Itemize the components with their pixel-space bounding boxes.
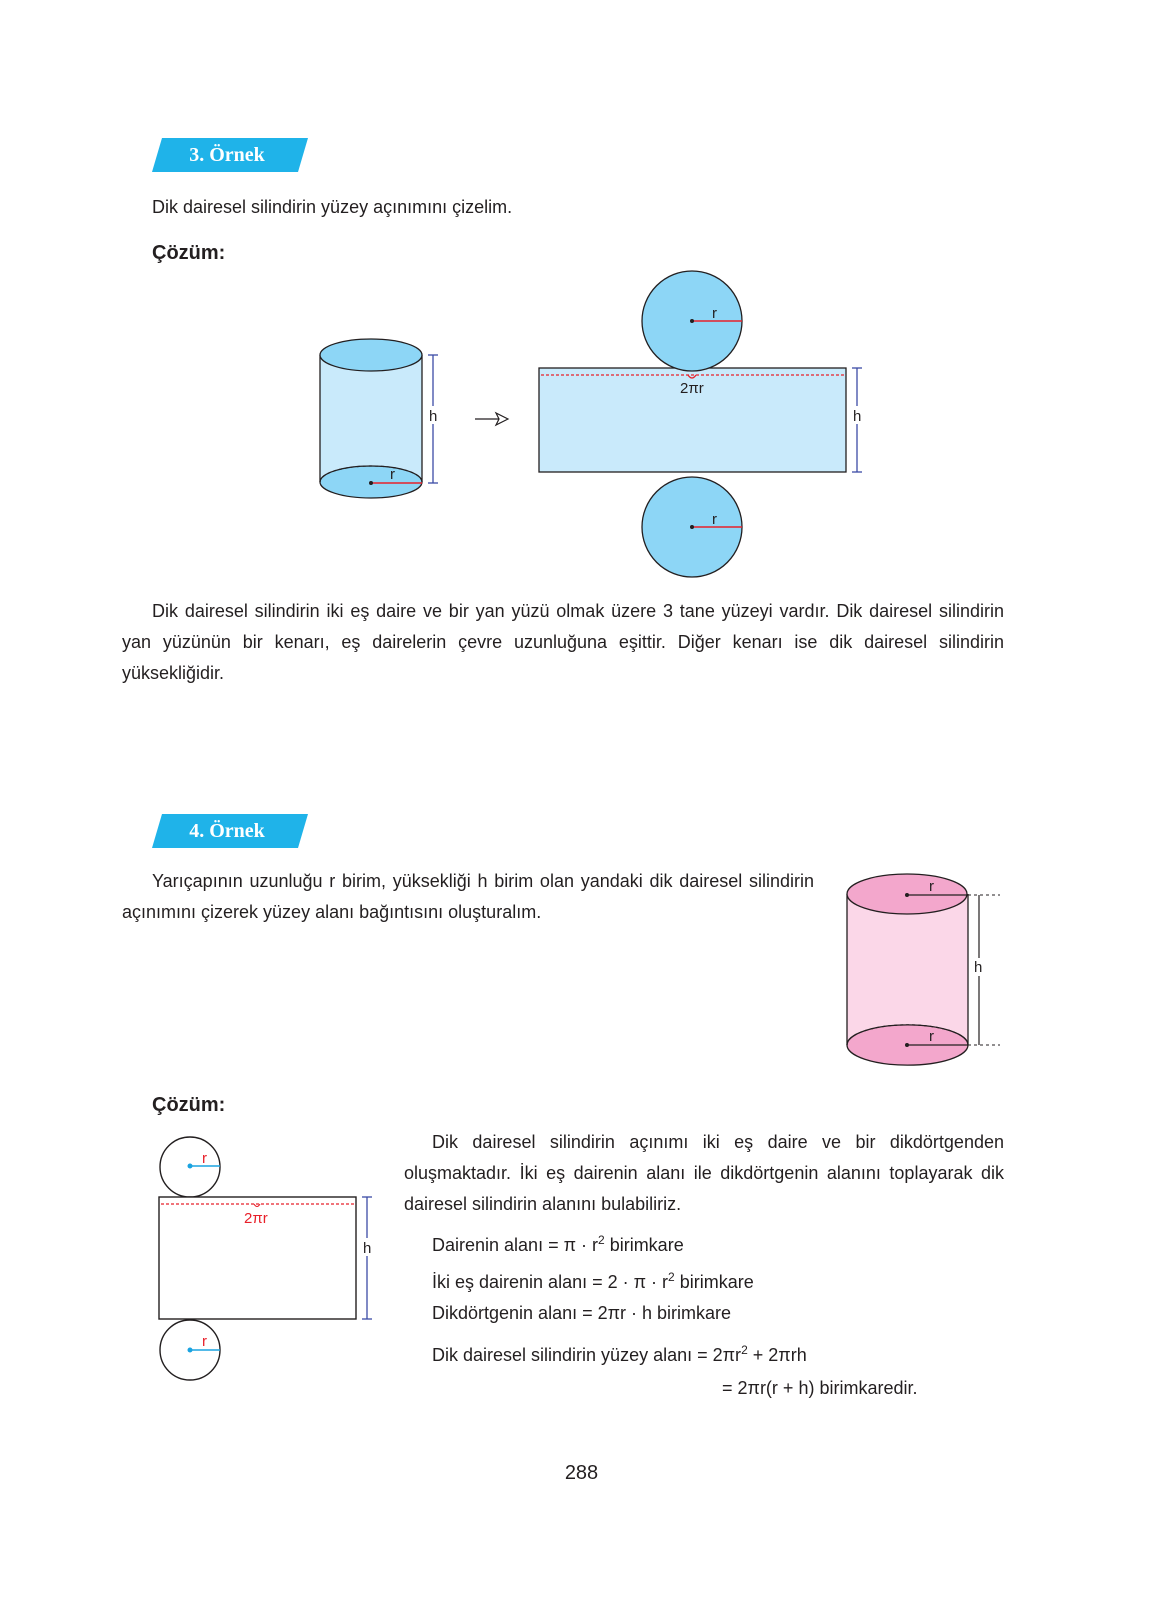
- net-top-r-label: r: [712, 305, 717, 322]
- example-4-cylinder: [840, 868, 1010, 1078]
- formula-unit: birimkare: [674, 1272, 754, 1292]
- exponent: 2: [598, 1233, 605, 1247]
- formula-circle-area: [432, 1229, 684, 1256]
- example-4-net: [150, 1130, 390, 1390]
- example-3-title: 3. Örnek: [189, 144, 265, 166]
- explanation-text: Dik dairesel silindirin iki eş daire ve bir yan yüzü olmak üzere 3 tane yüzeyi vardır. Dik dairesel silindirin yan yüzünün bir kenarı, eş dairelerin çevre uzunluğuna eşittir. Diğer kenarı ise dik dairesel silindirin yüksekliğidir.: [122, 601, 1004, 683]
- formula-text: İki eş dairenin alanı = 2 · π · r: [432, 1272, 669, 1292]
- h-label: h: [974, 959, 983, 976]
- cyl-h-label: h: [429, 408, 438, 425]
- exponent: 2: [668, 1270, 675, 1284]
- cylinder-net: [539, 271, 864, 577]
- cyl-r-label: r: [390, 466, 395, 483]
- net-bottom-r-label: r: [202, 1333, 207, 1350]
- example-3-solution-label: Çözüm:: [152, 242, 226, 264]
- example-3-question: Dik dairesel silindirin yüzey açınımını çizelim.: [152, 197, 513, 217]
- net-top-r-label: r: [202, 1150, 207, 1167]
- formula-surface-final: = 2πr(r + h) birimkaredir.: [722, 1378, 918, 1398]
- example-3-explanation: [122, 596, 1004, 689]
- formula-rectangle: Dikdörtgenin alanı = 2πr · h birimkare: [432, 1303, 732, 1323]
- cylinder-3d: [320, 339, 440, 498]
- net-bottom-r-label: r: [712, 511, 717, 528]
- net-length-label: 2πr: [244, 1210, 268, 1227]
- formula-text: Dik dairesel silindirin yüzey alanı = 2πr: [432, 1345, 742, 1365]
- question-text: Yarıçapının uzunluğu r birim, yüksekliği h birim olan yandaki dik dairesel silindirin açınımını çizerek yüzey alanı bağıntısını oluşturalım.: [122, 871, 814, 922]
- example-4-question: [122, 866, 814, 928]
- example-4-badge: [152, 814, 302, 848]
- formula-two-circles: [432, 1266, 754, 1293]
- arrow-icon: [475, 413, 508, 425]
- example-3-figure: [300, 260, 880, 590]
- net-h-label: h: [363, 1240, 372, 1257]
- exponent: 2: [741, 1343, 748, 1357]
- top-r-label: r: [929, 878, 934, 895]
- formula-surface: [432, 1339, 807, 1366]
- bottom-r-label: r: [929, 1028, 934, 1045]
- intro-text: Dik dairesel silindirin açınımı iki eş daire ve bir dikdörtgenden oluşmaktadır. İki eş dairenin alanı ile dikdörtgenin alanını toplayarak dik dairesel silindirin alanını bulabiliriz.: [404, 1132, 1004, 1214]
- example-3-badge: [152, 138, 302, 172]
- formula-unit: birimkare: [604, 1235, 684, 1255]
- example-4-solution-label: Çözüm:: [152, 1094, 226, 1116]
- formula-rest: + 2πrh: [747, 1345, 807, 1365]
- formula-text: Dairenin alanı = π · r: [432, 1235, 598, 1255]
- example-4-intro: [404, 1127, 1004, 1220]
- net-length-label: 2πr: [680, 380, 704, 397]
- page-number: 288: [564, 1462, 599, 1484]
- example-4-title: 4. Örnek: [189, 820, 265, 842]
- net-h-label: h: [853, 408, 862, 425]
